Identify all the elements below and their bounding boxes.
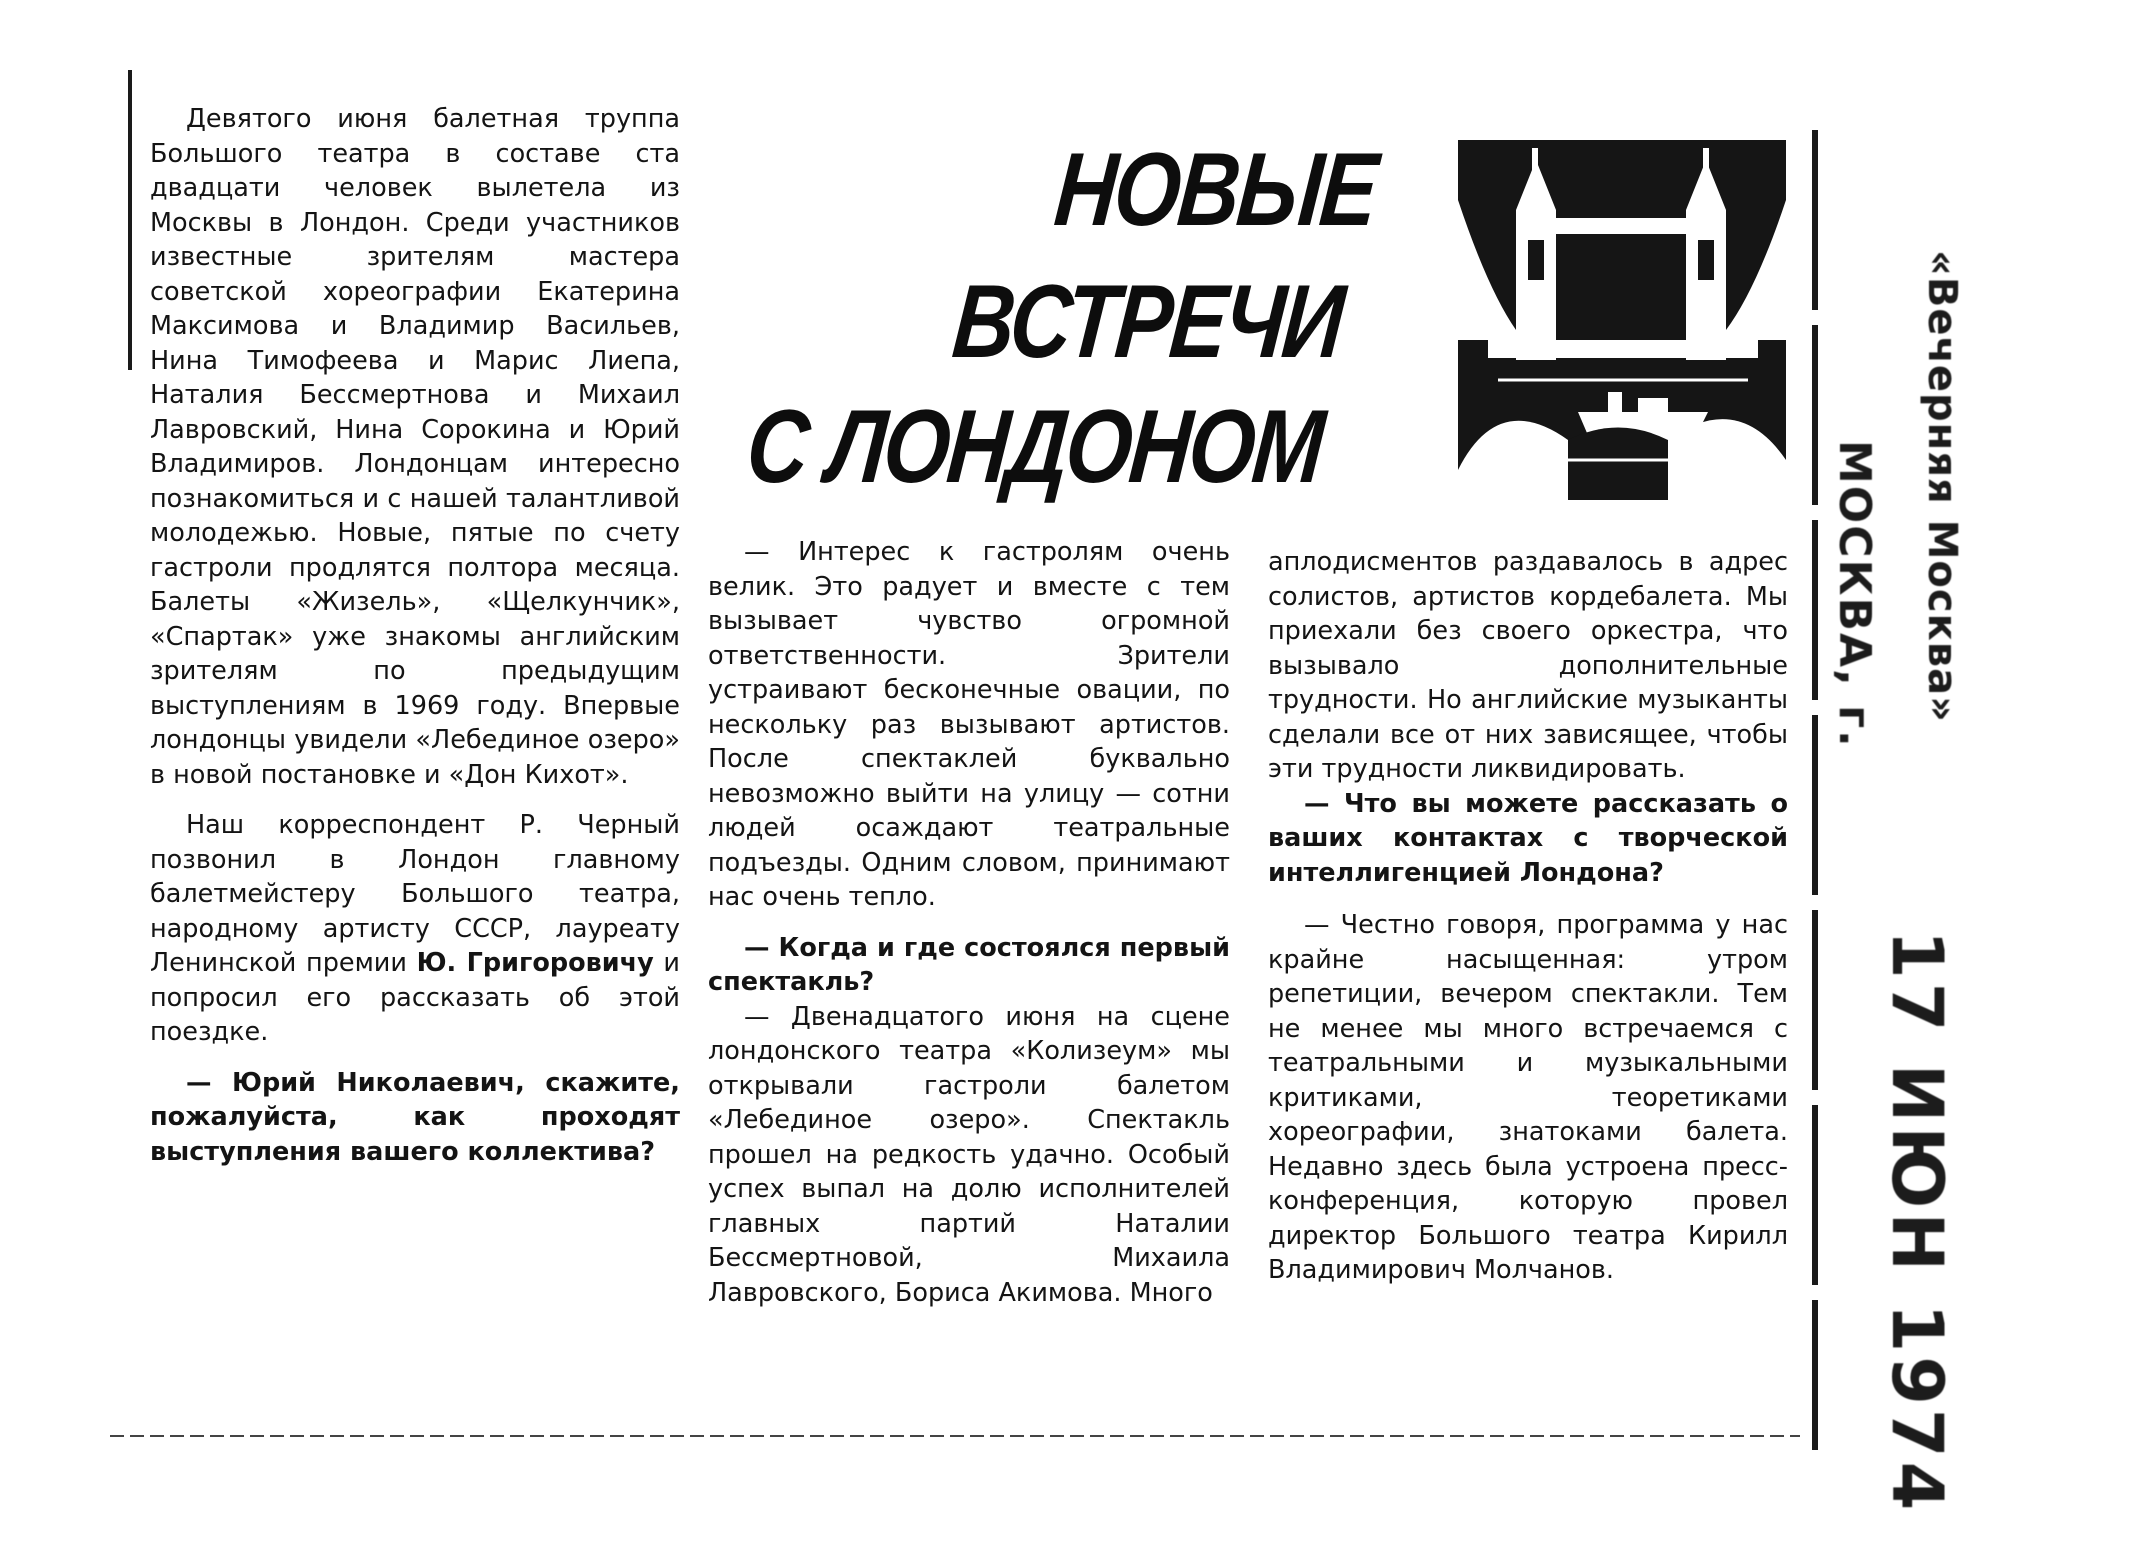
date-stamp: 17 ИЮН 1974 [1876,930,1958,1515]
city-stamp: МОСКВА, г. [1829,440,1880,749]
article-column-2 [708,535,1230,1310]
article-column-3 [1268,545,1788,1288]
headline-line-2: ВСТРЕЧИ [948,264,1347,380]
headline-line-3: С ЛОНДОНОМ [742,389,1327,505]
left-margin-rule [128,70,132,370]
answer-1: — Интерес к гастролям очень велик. Это радует и вместе с тем вызывает чувство огромной ответственности. Зрители устраивают бесконечные овации, по нескольку раз вызывают артистов. После спектаклей буквально невозможно выйти на улицу — сотни людей осаждают театральные подъезды. Одним словом, принимают нас очень тепло. [708,537,1230,912]
correspondent-text-end: и попросил его рассказать об этой поездке. [150,948,680,1047]
question-3: — Что вы можете рассказать о ваших контактах с творческой интеллигенцией Лондона? [1268,788,1788,888]
question-1: — Юрий Николаевич, скажите, пожалуйста, как проходят выступления вашего коллектива? [150,1067,680,1167]
headline-line-1: НОВЫЕ [1050,132,1380,248]
answer-2: — Двенадцатого июня на сцене лондонского театра «Колизеум» мы открывали гастроли балетом «Лебединое озеро». Спектакль прошел на редкость удачно. Особый успех выпал на долю исполнителей главных партий Наталии Бессмертновой, Михаила Лавровского, Бориса Акимова. Много [708,1001,1230,1308]
question-2: — Когда и где состоялся первый спектакль? [708,932,1230,997]
correspondent-paragraph [150,808,680,1050]
intro-paragraph: Девятого июня балетная труппа Большого театра в составе ста двадцати человек вылетела из Москвы в Лондон. Среди участников известные зрителям мастера советской хореографии Екатерина Максимова и Владимир Васильев, Нина Тимофеева и Марис Лиепа, Наталия Бессмертнова и Михаил Лавровский, Нина Сорокина и Юрий Владимиров. Лондонцам интересно познакомиться и с нашей талантливой молодежью. Новые, пятые по счету гастроли продлятся полтора месяца. Балеты «Жизель», «Щелкунчик», «Спартак» уже знакомы английским зрителям по предыдущим выступлениям в 1969 году. Впервые лондонцы увидели «Лебединое озеро» в новой постановке и «Дон Кихот». [150,104,680,790]
column-rule [1812,130,1818,1450]
newspaper-stamp: «Вечерняя Москва» [1919,250,1965,723]
answer-3: — Честно говоря, программа у нас крайне насыщенная: утром репетиции, вечером спектакли. Тем не менее мы много встречаемся с театральными и музыкальными критиками, теоретиками хореографии, знатоками балета. Недавно здесь была устроена пресс-конференция, которую провел директор Большого театра Кирилл Владимирович Молчанов. [1268,910,1788,1285]
article-column-1 [150,102,680,1169]
answer-2-continued: аплодисментов раздавалось в адрес солистов, артистов кордебалета. Мы приехали без своего оркестра, что вызывало дополнительные трудности. Но английские музыканты сделали все от них зависящее, чтобы эти трудности ликвидировать. [1268,547,1788,784]
correspondent-text: Наш корреспондент Р. Черный позвонил в Лондон главному балетмейстеру Большого театра, народному артисту СССР, лауреату Ленинской премии [150,810,680,978]
tower-bridge-illustration [1458,140,1786,500]
choreographer-name: Ю. Григоровичу [416,948,654,978]
bottom-cut-line [110,1435,1800,1437]
